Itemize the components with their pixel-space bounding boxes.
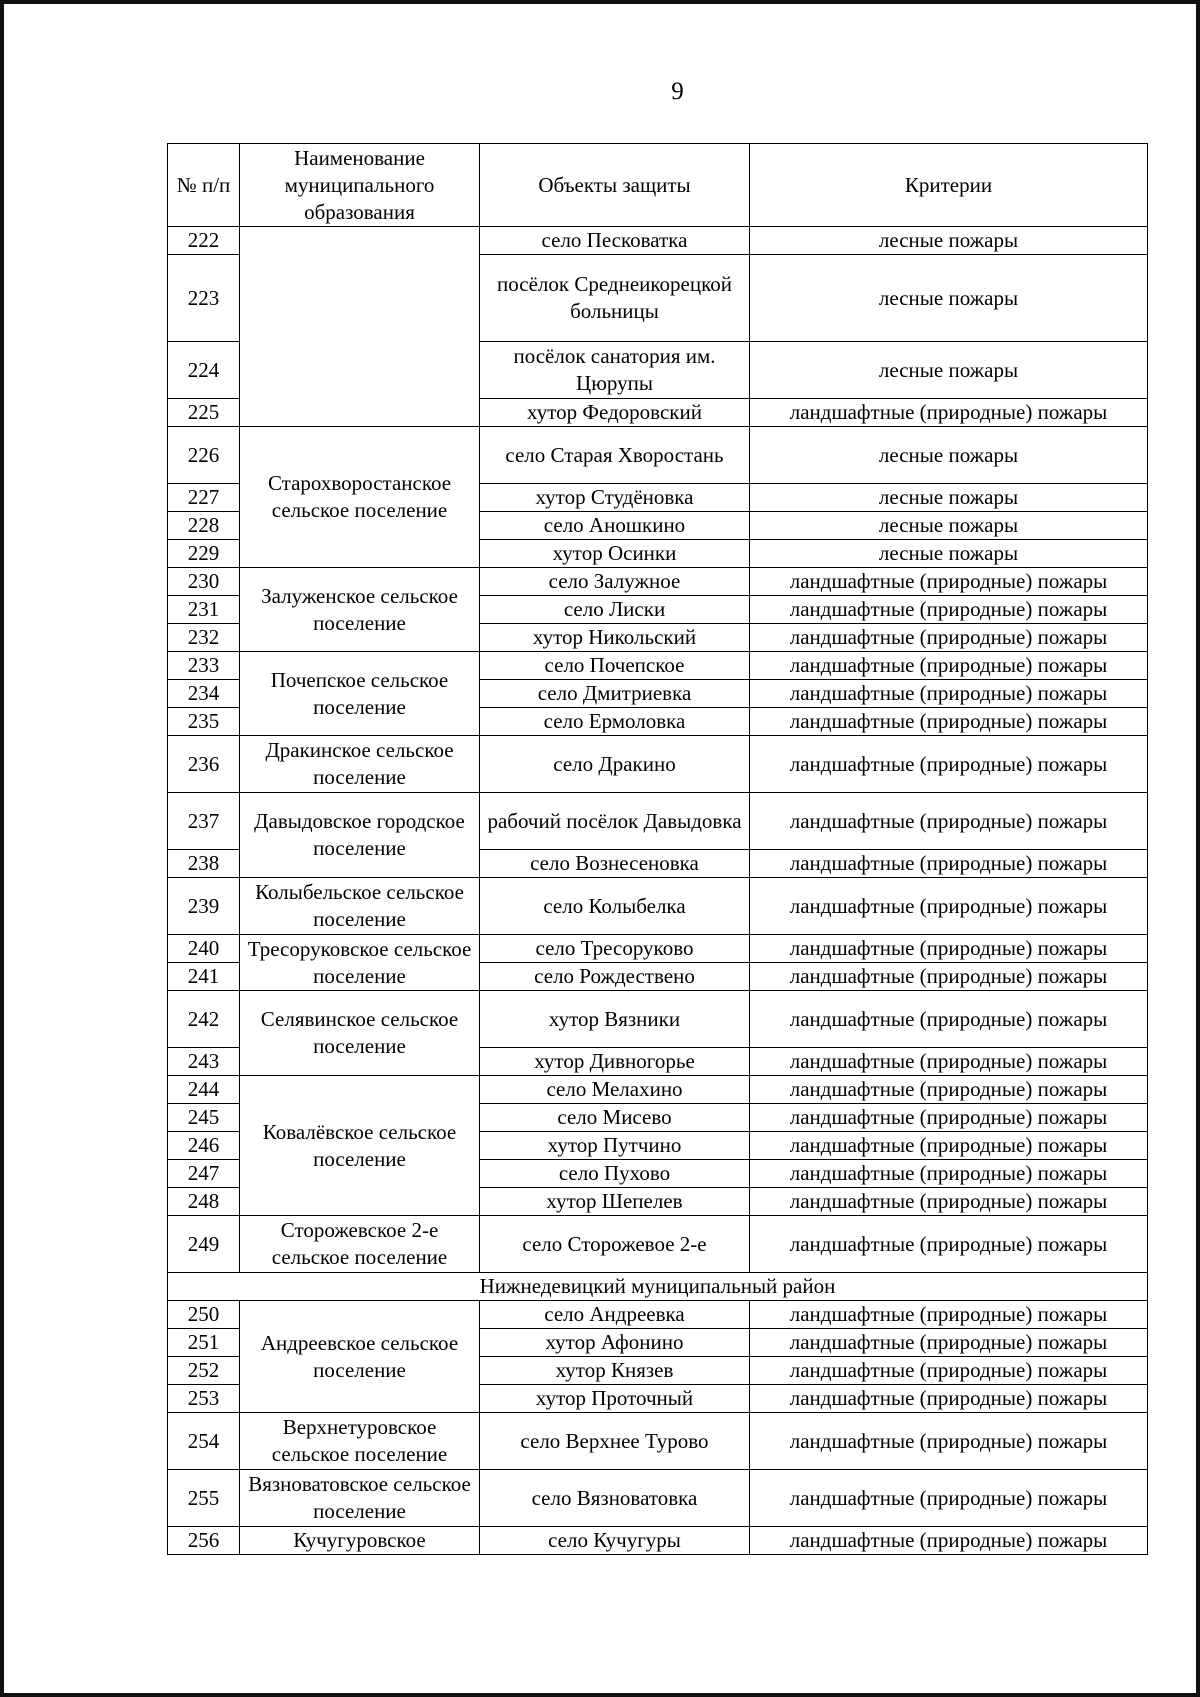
table-row: [168, 227, 1148, 255]
municipality-cell: Давыдовское городское поселение: [240, 793, 480, 878]
row-num: 243: [168, 1048, 240, 1076]
criteria-cell: ландшафтные (природные) пожары: [750, 1216, 1148, 1273]
row-num: 224: [168, 342, 240, 399]
criteria-cell: ландшафтные (природные) пожары: [750, 1160, 1148, 1188]
table-header-row: [168, 144, 1148, 227]
municipality-cell: Сторожевское 2-е сельское поселение: [240, 1216, 480, 1273]
protection-object: село Мисево: [480, 1104, 750, 1132]
criteria-cell: ландшафтные (природные) пожары: [750, 935, 1148, 963]
table-row: [168, 568, 1148, 596]
table-row: [168, 1527, 1148, 1555]
protection-object: село Лиски: [480, 596, 750, 624]
municipality-cell: [240, 227, 480, 427]
municipality-cell: Колыбельское сельское поселение: [240, 878, 480, 935]
criteria-cell: ландшафтные (природные) пожары: [750, 1470, 1148, 1527]
protection-object: хутор Студёновка: [480, 484, 750, 512]
criteria-cell: ландшафтные (природные) пожары: [750, 1048, 1148, 1076]
row-num: 231: [168, 596, 240, 624]
protection-object: село Старая Хворостань: [480, 427, 750, 484]
municipality-cell: Селявинское сельское поселение: [240, 991, 480, 1076]
protection-object: село Ермоловка: [480, 708, 750, 736]
protection-object: посёлок санатория им. Цюрупы: [480, 342, 750, 399]
protection-object: село Пухово: [480, 1160, 750, 1188]
header-criteria: Критерии: [750, 144, 1148, 227]
table-row: [168, 793, 1148, 850]
row-num: 253: [168, 1385, 240, 1413]
protection-object: село Верхнее Турово: [480, 1413, 750, 1470]
municipality-cell: Верхнетуровское сельское поселение: [240, 1413, 480, 1470]
row-num: 245: [168, 1104, 240, 1132]
municipality-cell: Вязноватовское сельское поселение: [240, 1470, 480, 1527]
row-num: 234: [168, 680, 240, 708]
row-num: 256: [168, 1527, 240, 1555]
row-num: 250: [168, 1301, 240, 1329]
table-row: [168, 1470, 1148, 1527]
criteria-cell: ландшафтные (природные) пожары: [750, 399, 1148, 427]
protection-object: хутор Дивногорье: [480, 1048, 750, 1076]
table-row: [168, 1076, 1148, 1104]
table-row: [168, 935, 1148, 963]
criteria-cell: ландшафтные (природные) пожары: [750, 736, 1148, 793]
criteria-cell: лесные пожары: [750, 227, 1148, 255]
row-num: 230: [168, 568, 240, 596]
protection-object: село Вознесеновка: [480, 850, 750, 878]
criteria-cell: лесные пожары: [750, 484, 1148, 512]
row-num: 229: [168, 540, 240, 568]
protection-object: хутор Федоровский: [480, 399, 750, 427]
protection-object: рабочий посёлок Давыдовка: [480, 793, 750, 850]
row-num: 237: [168, 793, 240, 850]
protection-objects-table: [167, 143, 1148, 1555]
row-num: 233: [168, 652, 240, 680]
row-num: 244: [168, 1076, 240, 1104]
criteria-cell: лесные пожары: [750, 540, 1148, 568]
criteria-cell: лесные пожары: [750, 512, 1148, 540]
protection-object: село Аношкино: [480, 512, 750, 540]
protection-object: село Андреевка: [480, 1301, 750, 1329]
row-num: 248: [168, 1188, 240, 1216]
header-objects: Объекты защиты: [480, 144, 750, 227]
protection-object: село Залужное: [480, 568, 750, 596]
criteria-cell: ландшафтные (природные) пожары: [750, 708, 1148, 736]
criteria-cell: ландшафтные (природные) пожары: [750, 1329, 1148, 1357]
table-row: [168, 427, 1148, 484]
protection-object: село Дракино: [480, 736, 750, 793]
criteria-cell: ландшафтные (природные) пожары: [750, 1188, 1148, 1216]
row-num: 242: [168, 991, 240, 1048]
criteria-cell: ландшафтные (природные) пожары: [750, 1413, 1148, 1470]
row-num: 222: [168, 227, 240, 255]
protection-object: хутор Осинки: [480, 540, 750, 568]
protection-object: хутор Путчино: [480, 1132, 750, 1160]
table-row: [168, 652, 1148, 680]
municipality-cell: Дракинское сельское поселение: [240, 736, 480, 793]
criteria-cell: ландшафтные (природные) пожары: [750, 1527, 1148, 1555]
criteria-cell: ландшафтные (природные) пожары: [750, 1104, 1148, 1132]
row-num: 246: [168, 1132, 240, 1160]
page-number: 9: [671, 78, 684, 105]
protection-object: село Дмитриевка: [480, 680, 750, 708]
municipality-cell: Старохворостанское сельское поселение: [240, 427, 480, 568]
row-num: 232: [168, 624, 240, 652]
criteria-cell: лесные пожары: [750, 255, 1148, 342]
table-row: [168, 991, 1148, 1048]
criteria-cell: ландшафтные (природные) пожары: [750, 878, 1148, 935]
municipality-cell: Тресоруковское сельское поселение: [240, 935, 480, 991]
protection-object: село Вязноватовка: [480, 1470, 750, 1527]
row-num: 235: [168, 708, 240, 736]
row-num: 239: [168, 878, 240, 935]
criteria-cell: ландшафтные (природные) пожары: [750, 1357, 1148, 1385]
protection-object: село Рождествено: [480, 963, 750, 991]
row-num: 251: [168, 1329, 240, 1357]
municipality-cell: Почепское сельское поселение: [240, 652, 480, 736]
row-num: 247: [168, 1160, 240, 1188]
criteria-cell: ландшафтные (природные) пожары: [750, 568, 1148, 596]
protection-object: село Кучугуры: [480, 1527, 750, 1555]
criteria-cell: ландшафтные (природные) пожары: [750, 1385, 1148, 1413]
criteria-cell: ландшафтные (природные) пожары: [750, 850, 1148, 878]
row-num: 236: [168, 736, 240, 793]
protection-object: село Сторожевое 2-е: [480, 1216, 750, 1273]
district-heading: Нижнедевицкий муниципальный район: [168, 1273, 1148, 1301]
row-num: 252: [168, 1357, 240, 1385]
municipality-cell: Залуженское сельское поселение: [240, 568, 480, 652]
protection-object: хутор Проточный: [480, 1385, 750, 1413]
row-num: 228: [168, 512, 240, 540]
row-num: 241: [168, 963, 240, 991]
row-num: 227: [168, 484, 240, 512]
district-heading-row: [168, 1273, 1148, 1301]
row-num: 240: [168, 935, 240, 963]
criteria-cell: ландшафтные (природные) пожары: [750, 652, 1148, 680]
criteria-cell: ландшафтные (природные) пожары: [750, 963, 1148, 991]
table-row: [168, 878, 1148, 935]
protection-object: хутор Никольский: [480, 624, 750, 652]
criteria-cell: ландшафтные (природные) пожары: [750, 624, 1148, 652]
criteria-cell: ландшафтные (природные) пожары: [750, 991, 1148, 1048]
table-row: [168, 1216, 1148, 1273]
municipality-cell: Ковалёвское сельское поселение: [240, 1076, 480, 1216]
row-num: 225: [168, 399, 240, 427]
row-num: 255: [168, 1470, 240, 1527]
criteria-cell: ландшафтные (природные) пожары: [750, 1132, 1148, 1160]
protection-object: хутор Вязники: [480, 991, 750, 1048]
criteria-cell: ландшафтные (природные) пожары: [750, 680, 1148, 708]
criteria-cell: лесные пожары: [750, 342, 1148, 399]
municipality-cell: Андреевское сельское поселение: [240, 1301, 480, 1413]
row-num: 223: [168, 255, 240, 342]
row-num: 226: [168, 427, 240, 484]
criteria-cell: ландшафтные (природные) пожары: [750, 1076, 1148, 1104]
criteria-cell: ландшафтные (природные) пожары: [750, 596, 1148, 624]
protection-object: хутор Афонино: [480, 1329, 750, 1357]
protection-object: село Колыбелка: [480, 878, 750, 935]
municipality-cell: Кучугуровское: [240, 1527, 480, 1555]
table-row: [168, 1413, 1148, 1470]
protection-object: село Песковатка: [480, 227, 750, 255]
row-num: 249: [168, 1216, 240, 1273]
row-num: 238: [168, 850, 240, 878]
table-row: [168, 1301, 1148, 1329]
protection-object: село Почепское: [480, 652, 750, 680]
header-municipality: Наименование муниципального образования: [240, 144, 480, 227]
header-num: № п/п: [168, 144, 240, 227]
criteria-cell: лесные пожары: [750, 427, 1148, 484]
row-num: 254: [168, 1413, 240, 1470]
protection-object: село Мелахино: [480, 1076, 750, 1104]
criteria-cell: ландшафтные (природные) пожары: [750, 793, 1148, 850]
table-row: [168, 736, 1148, 793]
protection-object: посёлок Среднеикорецкой больницы: [480, 255, 750, 342]
protection-object: село Тресоруково: [480, 935, 750, 963]
protection-object: хутор Князев: [480, 1357, 750, 1385]
protection-object: хутор Шепелев: [480, 1188, 750, 1216]
criteria-cell: ландшафтные (природные) пожары: [750, 1301, 1148, 1329]
